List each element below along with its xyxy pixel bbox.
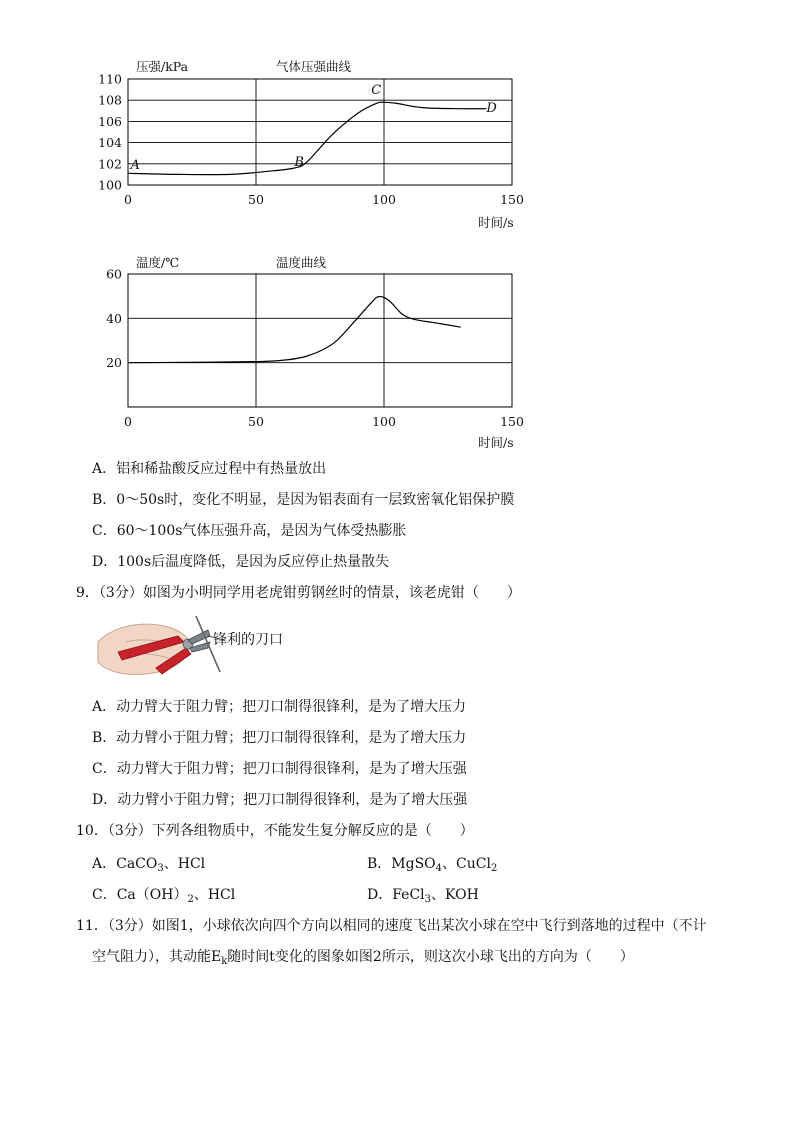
c1-ytick-label: 100 bbox=[98, 177, 122, 193]
q11-stem-line1: 11．（3分）如图1，小球依次向四个方向以相同的速度飞出某次小球在空中飞行到落地的过程中（不计 bbox=[76, 918, 707, 934]
q8-option-a[interactable]: A．铝和稀盐酸反应过程中有热量放出 bbox=[92, 461, 327, 477]
q10-b-sub1: 4 bbox=[435, 863, 443, 874]
c1-xtick-label: 50 bbox=[248, 192, 264, 207]
c1-ytick-label: 102 bbox=[98, 156, 122, 172]
q10-c-mid: 、HCl bbox=[193, 887, 236, 903]
q9-option-d[interactable]: D．动力臂小于阻力臂；把刀口制得很锋利，是为了增大压强 bbox=[92, 792, 468, 808]
temperature-chart bbox=[0, 250, 560, 455]
pressure-chart-title: 气体压强曲线 bbox=[276, 59, 352, 74]
q10-b-prefix: B．MgSO bbox=[367, 856, 436, 872]
c1-point-label-d: D bbox=[486, 100, 497, 116]
c2-ytick-label: 20 bbox=[106, 355, 122, 371]
q8-option-c[interactable]: C．60～100s气体压强升高，是因为气体受热膨胀 bbox=[92, 523, 407, 539]
c1-ytick-label: 106 bbox=[98, 113, 122, 129]
q10-a-prefix: A．CaCO bbox=[92, 856, 158, 872]
q10-b-sub2: 2 bbox=[490, 863, 498, 874]
c2-ytick-label: 60 bbox=[106, 266, 122, 282]
q8-option-b[interactable]: B．0～50s时，变化不明显，是因为铝表面有一层致密氧化铝保护膜 bbox=[92, 492, 515, 508]
c1-ytick-label: 108 bbox=[98, 92, 122, 108]
q10-c-prefix: C．Ca（OH） bbox=[92, 887, 188, 903]
q9-option-c[interactable]: C．动力臂大于阻力臂；把刀口制得很锋利，是为了增大压强 bbox=[92, 761, 467, 777]
q10-b-mid: 、CuCl bbox=[442, 856, 491, 872]
q10-option-a[interactable] bbox=[92, 855, 205, 873]
c2-xtick-label: 100 bbox=[372, 414, 396, 429]
q11-line2-a: 空气阻力），其动能E bbox=[92, 949, 222, 965]
q8-option-d[interactable]: D．100s后温度降低，是因为反应停止热量散失 bbox=[92, 554, 390, 570]
q11-line2-b: 随时间t变化的图象如图2所示，则这次小球飞出的方向为（ ） bbox=[227, 949, 634, 965]
q10-option-b[interactable] bbox=[367, 855, 497, 873]
c1-point-label-a: A bbox=[130, 158, 140, 174]
c1-xtick-label: 0 bbox=[124, 192, 132, 207]
q9-option-a[interactable]: A．动力臂大于阻力臂；把刀口制得很锋利，是为了增大压力 bbox=[92, 699, 467, 715]
pliers-figure-label: 锋利的刀口 bbox=[213, 632, 283, 648]
c2-frame bbox=[128, 274, 512, 407]
temperature-chart-title: 温度曲线 bbox=[276, 255, 327, 270]
q9-stem: 9．（3分）如图为小明同学用老虎钳剪钢丝时的情景，该老虎钳（ ） bbox=[76, 585, 521, 601]
q10-stem: 10．（3分）下列各组物质中，不能发生复分解反应的是（ ） bbox=[76, 823, 474, 839]
c2-ytick-label: 40 bbox=[106, 310, 122, 326]
pliers-figure bbox=[96, 612, 316, 684]
temperature-curve bbox=[128, 297, 461, 363]
c1-frame bbox=[128, 79, 512, 185]
q11-line2-sub: k bbox=[221, 956, 228, 967]
q9-option-b[interactable]: B．动力臂小于阻力臂；把刀口制得很锋利，是为了增大压力 bbox=[92, 730, 467, 746]
pressure-y-label: 压强/kPa bbox=[136, 59, 189, 74]
q10-a-mid: 、HCl bbox=[163, 856, 206, 872]
q10-d-sub1: 3 bbox=[424, 894, 432, 905]
q10-d-mid: 、KOH bbox=[431, 887, 479, 903]
q11-stem-line2 bbox=[92, 948, 634, 966]
c1-xtick-label: 150 bbox=[500, 192, 524, 207]
c2-xtick-label: 0 bbox=[124, 414, 132, 429]
pressure-x-label: 时间/s bbox=[478, 215, 514, 230]
q10-d-prefix: D．FeCl bbox=[367, 887, 425, 903]
c1-point-label-c: C bbox=[371, 82, 382, 98]
pressure-chart bbox=[0, 50, 560, 240]
temperature-x-label: 时间/s bbox=[478, 435, 514, 450]
q10-option-d[interactable] bbox=[367, 886, 479, 904]
c2-xtick-label: 150 bbox=[500, 414, 524, 429]
c2-xtick-label: 50 bbox=[248, 414, 264, 429]
q10-c-sub1: 2 bbox=[187, 894, 194, 905]
c1-xtick-label: 100 bbox=[372, 192, 396, 207]
q10-a-sub1: 3 bbox=[157, 863, 164, 874]
temperature-y-label: 温度/℃ bbox=[136, 255, 180, 270]
q10-option-c[interactable] bbox=[92, 886, 235, 904]
c1-point-label-b: B bbox=[294, 154, 304, 170]
c1-ytick-label: 104 bbox=[98, 135, 122, 151]
c1-ytick-label: 110 bbox=[98, 71, 122, 87]
